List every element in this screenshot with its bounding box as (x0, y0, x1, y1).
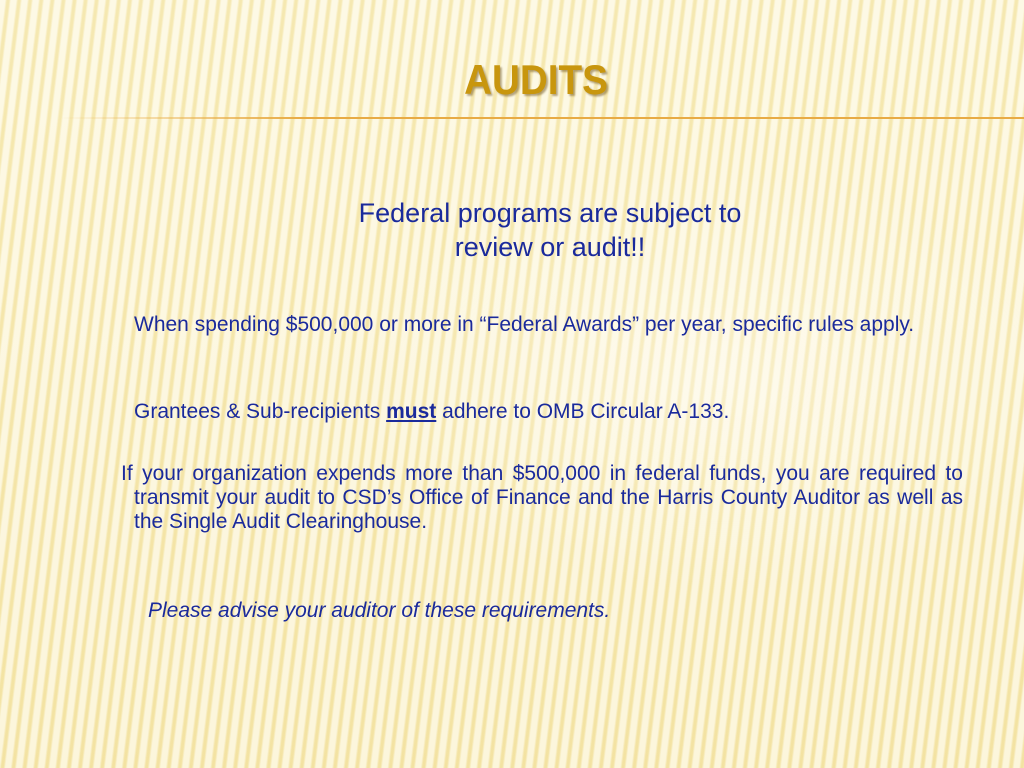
paragraph-advise-auditor: Please advise your auditor of these requirements. (148, 599, 611, 622)
emphasis-must: must (386, 400, 437, 423)
slide-subtitle (300, 196, 800, 264)
slide-title: AUDITS (464, 56, 608, 103)
paragraph-audit-transmission: If your organization expends more than $500,000 in federal funds, you are required to transmit your audit to CSD’s Office of Finance and the Harris County Auditor as well as the Single Audit Clearinghouse. (121, 462, 963, 533)
paragraph-spending-rules: When spending $500,000 or more in “Federal Awards” per year, specific rules apply. (134, 313, 915, 336)
paragraph-omb-circular (134, 399, 924, 424)
title-divider (60, 117, 1024, 119)
subtitle-line-1: Federal programs are subject to (358, 198, 742, 228)
paragraph-omb-text-before: Grantees & Sub-recipients (134, 400, 387, 423)
paragraph-omb-text-after: adhere to OMB Circular A-133. (436, 400, 730, 423)
subtitle-line-2: review or audit!! (454, 232, 646, 262)
